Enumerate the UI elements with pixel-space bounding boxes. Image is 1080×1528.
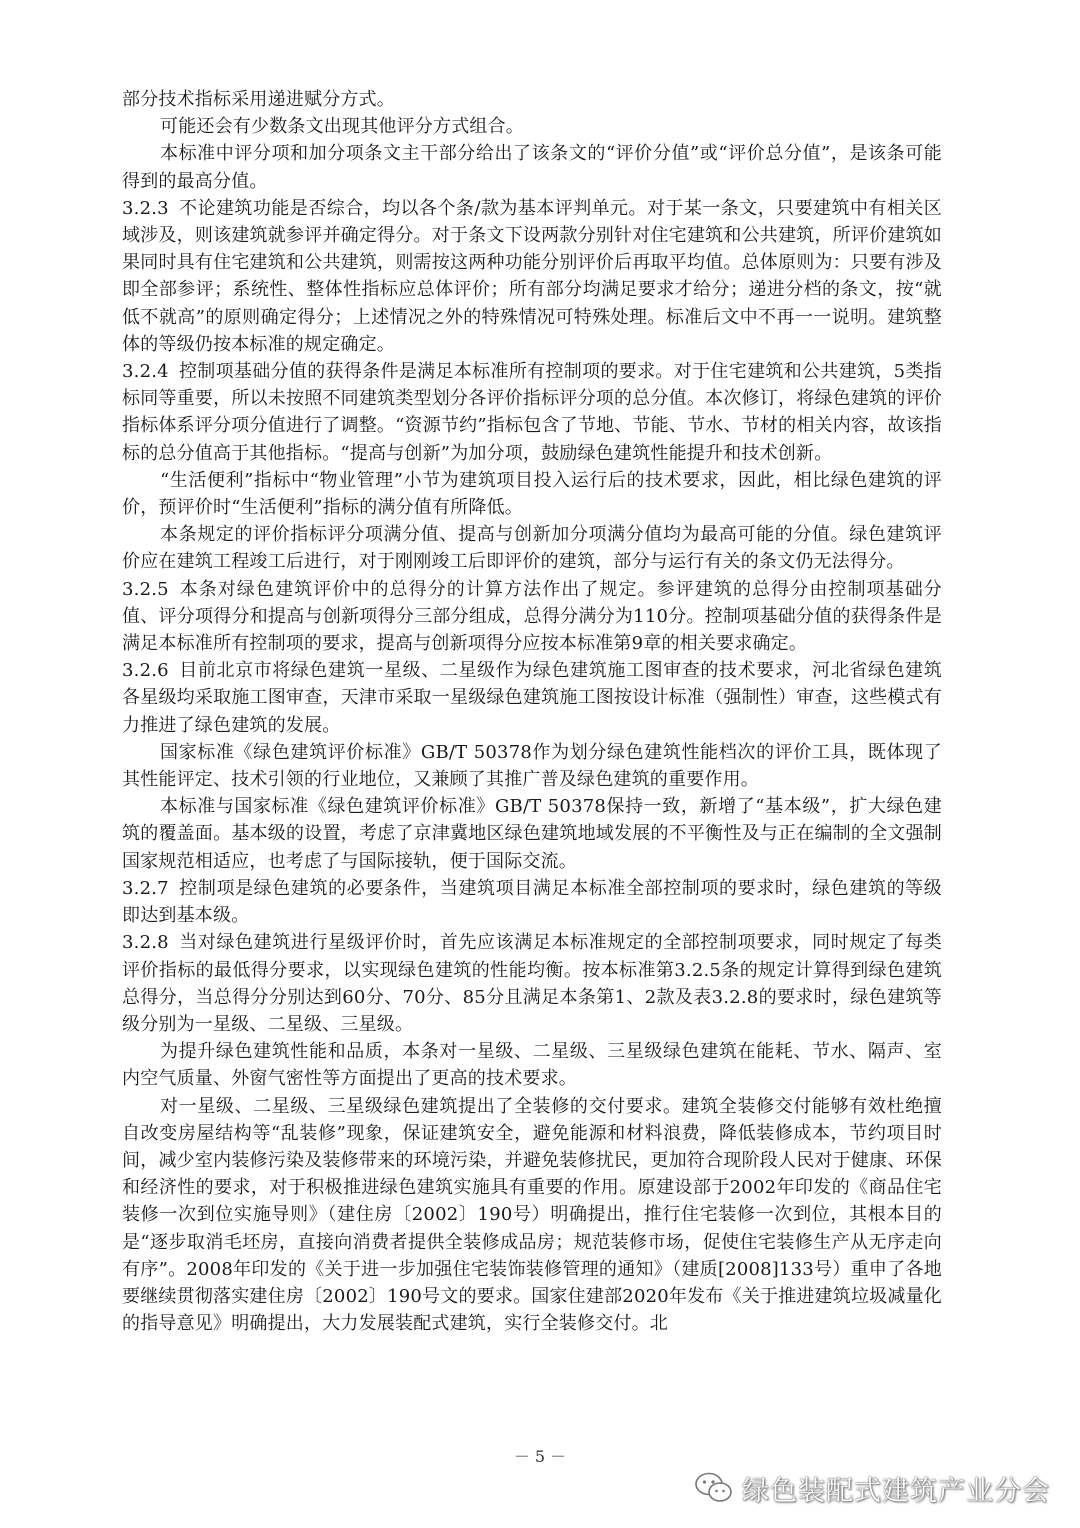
wechat-icon [694, 1471, 734, 1505]
paragraph [122, 875, 942, 929]
document-body [122, 86, 942, 1337]
paragraph [122, 576, 942, 658]
clause-number: 3.2.4 [122, 361, 169, 383]
paragraph [122, 113, 942, 140]
paragraph [122, 929, 942, 1038]
paragraph-text: 对一星级、二星级、三星级绿色建筑提出了全装修的交付要求。建筑全装修交付能够有效杜绝擅自改变房屋结构等“乱装修”现象，保证建筑安全，避免能源和材料浪费，降低装修成本，节约项目时间，减少室内装修污染及装修带来的环境污染，并避免装修扰民，更加符合现阶段人民对于健康、环保和经济性的要求，对于积极推进绿色建筑实施具有重要的作用。原建设部于2002年印发的《商品住宅装修一次到位实施导则》（建住房〔2002〕190号）明确提出，推行住宅装修一次到位，其根本目的是“逐步取消毛坯房，直接向消费者提供全装修成品房；规范装修市场，促使住宅装修生产从无序走向有序”。2008年印发的《关于进一步加强住宅装饰装修管理的通知》（建质[2008]133号）重申了各地要继续贯彻落实建住房〔2002〕190号文的要求。国家住建部2020年发布《关于推进建筑垃圾减量化的指导意见》明确提出，大力发展装配式建筑，实行全装修交付。北 [122, 1095, 942, 1335]
paragraph-text: “生活便利”指标中“物业管理”小节为建筑项目投入运行后的技术要求，因此，相比绿色建筑的评价，预评价时“生活便利”指标的满分值有所降低。 [122, 469, 942, 519]
paragraph-text: 本标准中评分项和加分项条文主干部分给出了该条文的“评价分值”或“评价总分值”，是该条可能得到的最高分值。 [122, 143, 942, 192]
paragraph-text: 部分技术指标采用递进赋分方式。 [122, 89, 395, 110]
paragraph-text: 本条规定的评价指标评分项满分值、提高与创新加分项满分值均为最高可能的分值。绿色建筑评价应在建筑工程竣工后进行，对于刚刚竣工后即评价的建筑，部分与运行有关的条文仍无法得分。 [122, 524, 942, 573]
clause-number: 3.2.8 [122, 932, 169, 954]
paragraph [122, 195, 942, 358]
page-number: － 5 － [513, 1447, 567, 1466]
paragraph [122, 1038, 942, 1092]
paragraph-text: 为提升绿色建筑性能和品质，本条对一星级、二星级、三星级绿色建筑在能耗、节水、隔声、室内空气质量、外窗气密性等方面提出了更高的技术要求。 [122, 1041, 942, 1090]
paragraph-text: 国家标准《绿色建筑评价标准》GB/T 50378作为划分绿色建筑性能档次的评价工具，既体现了其性能评定、技术引领的行业地位，又兼顾了其推广普及绿色建筑的重要作用。 [122, 741, 942, 791]
paragraph [122, 1093, 942, 1338]
paragraph-text: 目前北京市将绿色建筑一星级、二星级作为绿色建筑施工图审查的技术要求，河北省绿色建筑各星级均采取施工图审查，天津市采取一星级绿色建筑施工图按设计标准（强制性）审查，这些模式有力推进了绿色建筑的发展。 [122, 660, 942, 736]
paragraph-text: 控制项基础分值的获得条件是满足本标准所有控制项的要求。对于住宅建筑和公共建筑，5类指标同等重要，所以未按照不同建筑类型划分各评价指标评分项的总分值。本次修订，将绿色建筑的评价指标体系评分项分值进行了调整。“资源节约”指标包含了节地、节能、节水、节材的相关内容，故该指标的总分值高于其他指标。“提高与创新”为加分项，鼓励绿色建筑性能提升和技术创新。 [122, 361, 942, 464]
paragraph-text: 不论建筑功能是否综合，均以各个条/款为基本评判单元。对于某一条文，只要建筑中有相关区域涉及，则该建筑就参评并确定得分。对于条文下设两款分别针对住宅建筑和公共建筑，所评价建筑如果同时具有住宅建筑和公共建筑，则需按这两种功能分别评价后再取平均值。总体原则为：只要有涉及即全部参评；系统性、整体性指标应总体评价；所有部分均满足要求才给分；递进分档的条文，按“就低不就高”的原则确定得分；上述情况之外的特殊情况可特殊处理。标准后文中不再一一说明。建筑整体的等级仍按本标准的规定确定。 [122, 197, 942, 355]
clause-number: 3.2.6 [122, 660, 169, 682]
clause-number: 3.2.3 [122, 197, 169, 219]
paragraph [122, 140, 942, 194]
watermark-text: 绿色装配式建筑产业分会 [742, 1475, 1050, 1507]
paragraph [122, 521, 942, 575]
paragraph-text: 控制项是绿色建筑的必要条件，当建筑项目满足本标准全部控制项的要求时，绿色建筑的等级即达到基本级。 [122, 877, 942, 927]
paragraph-text: 本标准与国家标准《绿色建筑评价标准》GB/T 50378保持一致，新增了“基本级”，扩大绿色建筑的覆盖面。基本级的设置，考虑了京津冀地区绿色建筑地域发展的不平衡性及与正在编制的全文强制国家规范相适应，也考虑了与国际接轨，便于国际交流。 [122, 796, 942, 872]
paragraph-text: 可能还会有少数条文出现其他评分方式组合。 [160, 116, 524, 138]
paragraph-text: 本条对绿色建筑评价中的总得分的计算方法作出了规定。参评建筑的总得分由控制项基础分值、评分项得分和提高与创新项得分三部分组成，总得分满分为110分。控制项基础分值的获得条件是满足本标准所有控制项的要求，提高与创新项得分应按本标准第9章的相关要求确定。 [122, 578, 942, 655]
paragraph [122, 467, 942, 521]
watermark [694, 1466, 1050, 1510]
paragraph [122, 657, 942, 739]
paragraph [122, 358, 942, 467]
paragraph-text: 当对绿色建筑进行星级评价时，首先应该满足本标准规定的全部控制项要求，同时规定了每类评价指标的最低得分要求，以实现绿色建筑的性能均衡。按本标准第3.2.5条的规定计算得到绿色建筑总得分，当总得分分别达到60分、70分、85分且满足本条第1、2款及表3.2.8的要求时，绿色建筑等级分别为一星级、二星级、三星级。 [122, 932, 942, 1035]
paragraph [122, 86, 942, 113]
paragraph [122, 739, 942, 793]
clause-number: 3.2.7 [122, 877, 169, 899]
paragraph [122, 793, 942, 875]
clause-number: 3.2.5 [122, 578, 169, 600]
